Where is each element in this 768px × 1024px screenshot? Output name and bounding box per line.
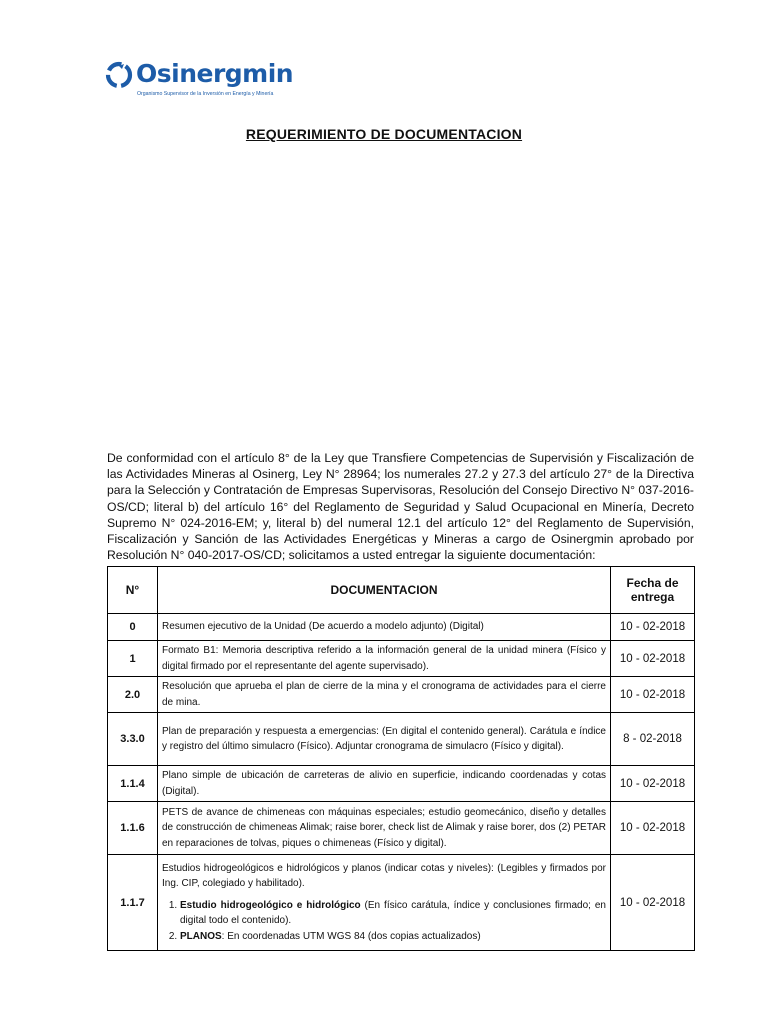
row-number: 2.0 [108, 677, 158, 713]
row-documentation [158, 855, 611, 951]
logo-tagline: Organismo Supervisor de la Inversión en Energía y Minería [137, 91, 274, 97]
table-row [108, 614, 695, 641]
list-item-text: (En físico carátula, índice y conclusiones firmado; en digital todo el contenido). [180, 899, 606, 927]
list-item-title: Estudio hidrogeológico e hidrológico [180, 899, 361, 911]
row-documentation: Resumen ejecutivo de la Unidad (De acuerdo a modelo adjunto) (Digital) [158, 614, 611, 641]
row-documentation: Plano simple de ubicación de carreteras de alivio en superficie, indicando coordenadas y cotas (Digital). [158, 766, 611, 802]
table-row [108, 802, 695, 855]
row-date: 10 - 02-2018 [611, 641, 695, 677]
header-number: N° [108, 567, 158, 614]
row-number: 0 [108, 614, 158, 641]
table-header-row [108, 567, 695, 614]
row-number: 1.1.4 [108, 766, 158, 802]
documentation-table [107, 566, 695, 951]
row-number: 1.1.6 [108, 802, 158, 855]
table-row [108, 713, 695, 766]
logo-swirl-icon [104, 60, 134, 90]
osinergmin-logo [104, 60, 294, 105]
page-title: REQUERIMIENTO DE DOCUMENTACION [245, 126, 523, 142]
table-row [108, 855, 695, 951]
header-fecha-entrega: Fecha de entrega [611, 567, 695, 614]
table-row [108, 677, 695, 713]
row-date: 10 - 02-2018 [611, 614, 695, 641]
header-documentacion: DOCUMENTACION [158, 567, 611, 614]
row-documentation: PETS de avance de chimeneas con máquinas especiales; estudio geomecánico, diseño y detalles de construcción de chimeneas Alimak; raise borer, check list de Alimak y raise borer, dos (2) PETAR en reparaciones de tolvas, piques o chimeneas (Físico y digital). [158, 802, 611, 855]
list-item-title: PLANOS [180, 930, 222, 942]
row-date: 10 - 02-2018 [611, 677, 695, 713]
row-documentation: Plan de preparación y respuesta a emergencias: (En digital el contenido general). Carátula e índice y registro del último simulacro (Físico). Adjuntar cronograma de simulacro (Físico y digital). [158, 713, 611, 766]
list-item [180, 898, 606, 929]
row-date: 10 - 02-2018 [611, 802, 695, 855]
row-number: 1.1.7 [108, 855, 158, 951]
row-documentation-intro: Estudios hidrogeológicos e hidrológicos y planos (indicar cotas y niveles): (Legibles y firmados por Ing. CIP, colegiado y habilitado). [162, 862, 606, 890]
row-date: 8 - 02-2018 [611, 713, 695, 766]
list-item-text: : En coordenadas UTM WGS 84 (dos copias actualizados) [221, 930, 481, 942]
row-number: 3.3.0 [108, 713, 158, 766]
logo-wordmark: Osinergmin [136, 59, 294, 88]
row-documentation: Resolución que aprueba el plan de cierre de la mina y el cronograma de actividades para el cierre de mina. [158, 677, 611, 713]
row-date: 10 - 02-2018 [611, 855, 695, 951]
intro-paragraph: De conformidad con el artículo 8° de la Ley que Transfiere Competencias de Supervisión y Fiscalización de las Actividades Mineras al Osinerg, Ley N° 28964; los numerales 27.2 y 27.3 del artículo 27° de la Directiva para la Selección y Contratación de Empresas Supervisoras, Resolución del Consejo Directivo N° 037-2016-OS/CD; literal b) del artículo 16° del Reglamento de Seguridad y Salud Ocupacional en Minería, Decreto Supremo N° 024-2016-EM; y, literal b) del numeral 12.1 del artículo 12° del Reglamento de Supervisión, Fiscalización y Sanción de las Actividades Energéticas y Mineras a cargo de Osinergmin aprobado por Resolución N° 040-2017-OS/CD; solicitamos a usted entregar la siguiente documentación: [107, 451, 694, 563]
table-row [108, 766, 695, 802]
row-number: 1 [108, 641, 158, 677]
table-row [108, 641, 695, 677]
sub-item-list [162, 898, 606, 945]
row-documentation: Formato B1: Memoria descriptiva referido a la información general de la unidad minera (Físico y digital firmado por el representante del agente supervisado). [158, 641, 611, 677]
list-item [180, 929, 606, 945]
row-date: 10 - 02-2018 [611, 766, 695, 802]
